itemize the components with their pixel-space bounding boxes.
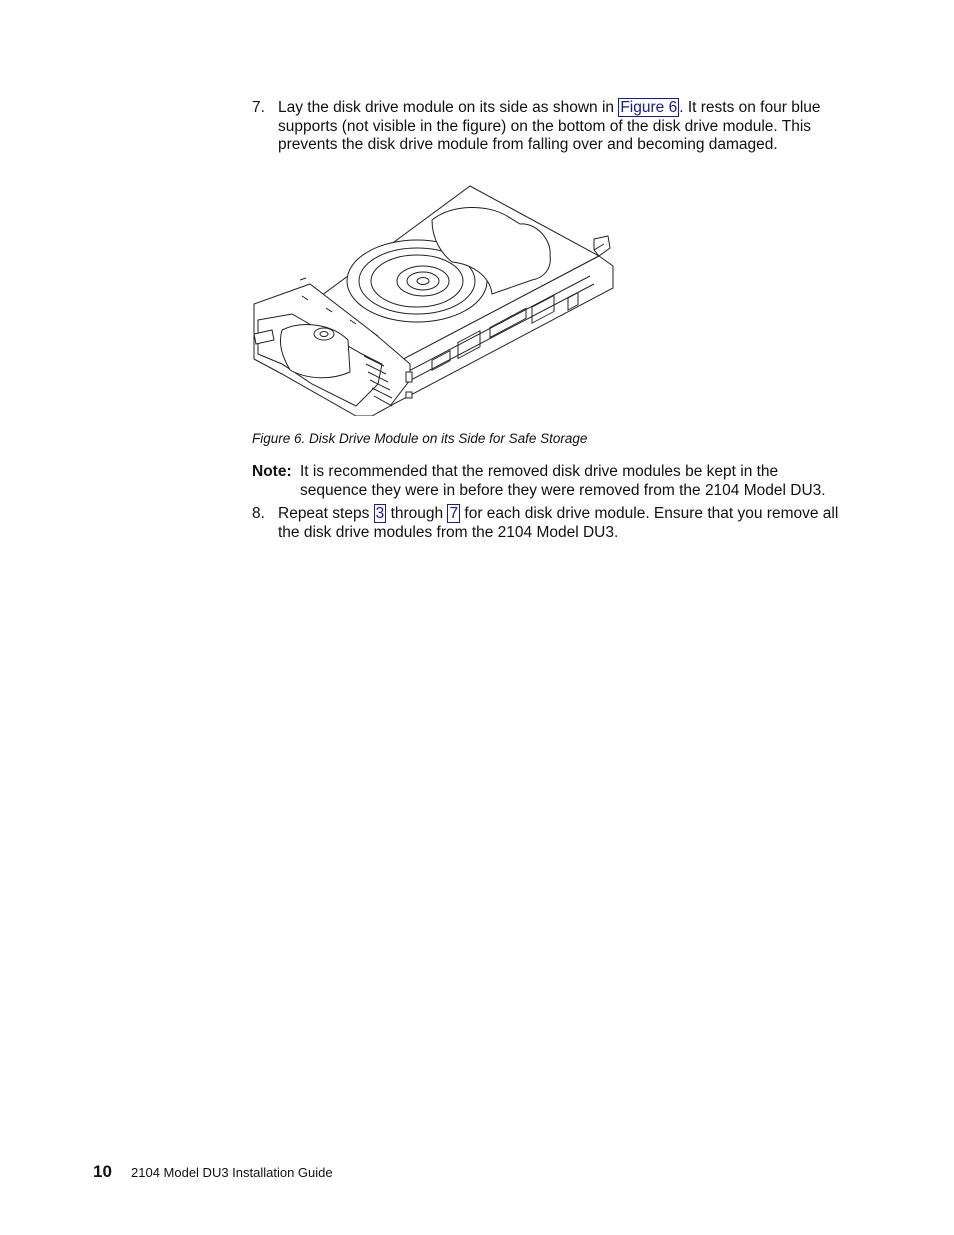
footer-title: 2104 Model DU3 Installation Guide: [131, 1165, 333, 1180]
connector-bracket: [594, 236, 610, 256]
step-text-part: through: [386, 505, 448, 522]
note-label: Note:: [252, 463, 292, 480]
page-number: 10: [93, 1162, 112, 1181]
step-number: 7.: [252, 99, 265, 116]
figure-caption: Figure 6. Disk Drive Module on its Side for Safe Storage: [252, 431, 588, 446]
step-text: [278, 505, 848, 542]
note-text: It is recommended that the removed disk drive modules be kept in the sequence they were in before they were removed from the 2104 Model DU3.: [300, 463, 826, 499]
figure-6-link[interactable]: Figure 6: [620, 99, 678, 116]
step-text: [278, 99, 848, 155]
step-number: 8.: [252, 505, 265, 522]
step-7-link[interactable]: 7: [449, 505, 459, 522]
disk-drive-module-illustration: [252, 184, 617, 416]
step-text-part: Lay the disk drive module on its side as shown in: [278, 99, 619, 116]
step-3-link[interactable]: 3: [375, 505, 385, 522]
step-text-part: Repeat steps: [278, 505, 374, 522]
step-text-part: . It rests on four blue supports (not visible in the figure) on the bottom of the disk drive module. This prevents the disk drive module from falling over and becoming damaged.: [278, 99, 821, 153]
step-text-part: for each disk drive module. Ensure that you remove all the disk drive modules from the 2104 Model DU3.: [278, 505, 839, 541]
